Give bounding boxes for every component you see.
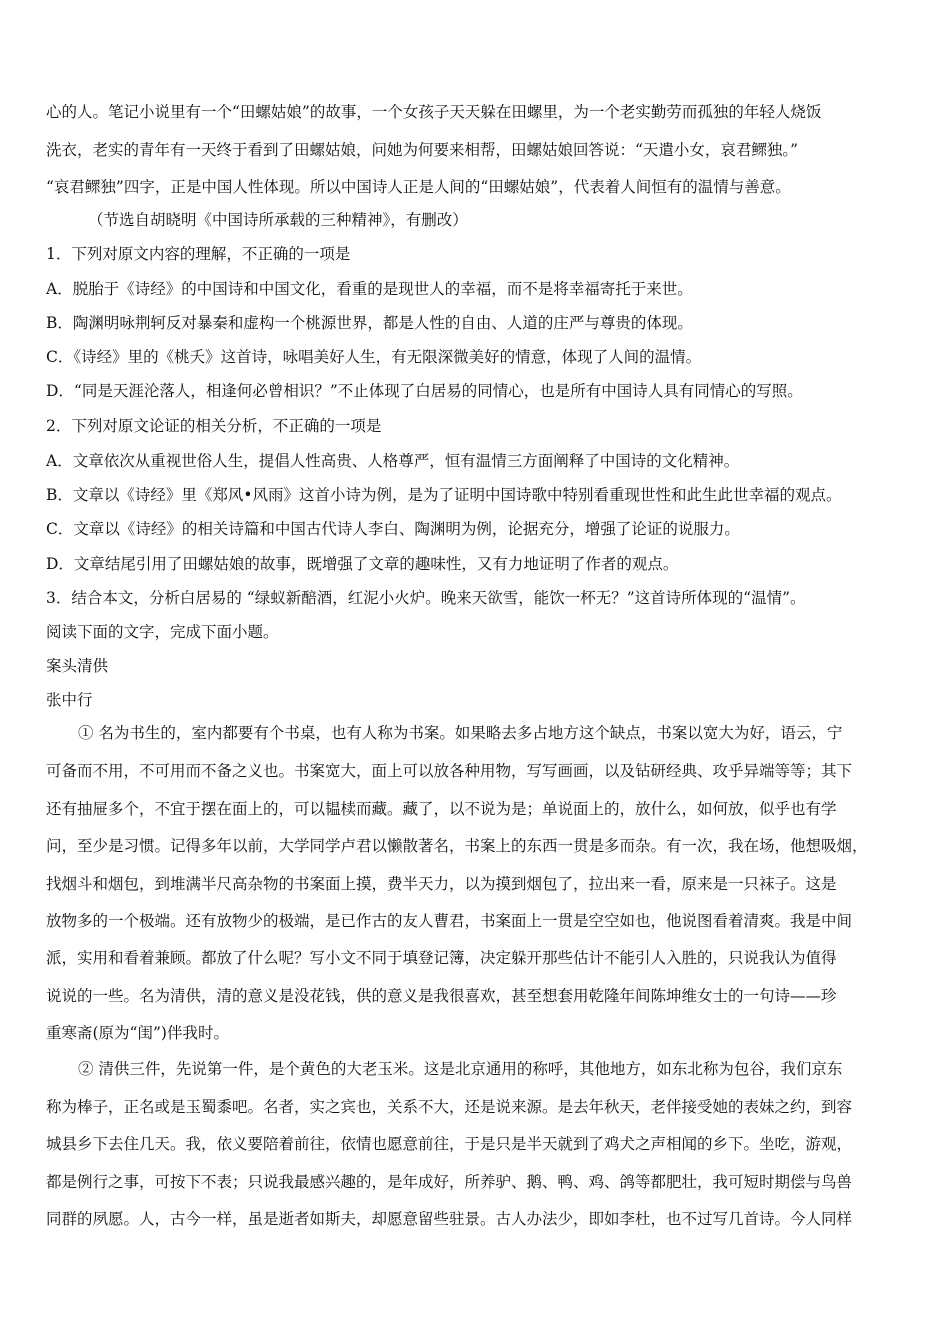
question-2-option-a: A．文章依次从重视世俗人生，提倡人性高贵、人格尊严，恒有温情三方面阐释了中国诗的文化精神。 — [46, 452, 740, 470]
essay-paragraph-1-line: 重寒斋(原为“闺”)伴我时。 — [46, 1024, 229, 1042]
question-2-option-c: C．文章以《诗经》的相关诗篇和中国古代诗人李白、陶渊明为例，论据充分，增强了论证的说服力。 — [46, 520, 740, 538]
essay-paragraph-1-line: 说说的一些。名为清供，清的意义是没花钱，供的意义是我很喜欢，甚至想套用乾隆年间陈坤维女士的一句诗——珍 — [46, 987, 837, 1005]
question-2-option-d: D．文章结尾引用了田螺姑娘的故事，既增强了文章的趣味性，又有力地证明了作者的观点。 — [46, 555, 679, 573]
passage-line: “哀君鳏独”四字，正是中国人性体现。所以中国诗人正是人间的“田螺姑娘”，代表着人间恒有的温情与善意。 — [46, 178, 791, 196]
question-1-option-d: D．“同是天涯沦落人，相逢何必曾相识？”不止体现了白居易的同情心，也是所有中国诗人具有同情心的写照。 — [46, 382, 803, 400]
passage-line: 心的人。笔记小说里有一个“田螺姑娘”的故事，一个女孩子天天躲在田螺里，为一个老实勤劳而孤独的年轻人烧饭 — [46, 103, 822, 121]
question-1-option-a: A．脱胎于《诗经》的中国诗和中国文化，看重的是现世人的幸福，而不是将幸福寄托于来世。 — [46, 280, 693, 298]
reading-intro: 阅读下面的文字，完成下面小题。 — [46, 623, 279, 641]
question-3: 3．结合本文，分析白居易的 “绿蚁新醅酒，红泥小火炉。晚来天欲雪，能饮一杯无？”这首诗所体现的“温情”。 — [46, 589, 806, 607]
essay-paragraph-2-line: ② 清供三件，先说第一件，是个黄色的大老玉米。这是北京通用的称呼，其他地方，如东北称为包谷，我们京东 — [78, 1060, 843, 1078]
essay-paragraph-1-line: 放物多的一个极端。还有放物少的极端，是已作古的友人曹君，书案面上一贯是空空如也，他说图看着清爽。我是中间 — [46, 912, 853, 930]
essay-paragraph-1-line: 派，实用和看着兼顾。都放了什么呢？写小文不同于填登记簿，决定躲开那些估计不能引人入胜的，只说我认为值得 — [46, 949, 837, 967]
essay-paragraph-1-line: 找烟斗和烟包，到堆满半尺高杂物的书案面上摸，费半天力，以为摸到烟包了，拉出来一看，原来是一只袜子。这是 — [46, 875, 837, 893]
essay-paragraph-2-line: 同群的夙愿。人，古今一样，虽是逝者如斯夫，却愿意留些驻景。古人办法少，即如李杜，也不过写几首诗。今人同样 — [46, 1210, 853, 1228]
essay-paragraph-2-line: 都是例行之事，可按下不表；只说我最感兴趣的，是年成好，所养驴、鹅、鸭、鸡、鸽等都肥壮，我可短时期偿与鸟兽 — [46, 1173, 853, 1191]
passage-line: 洗衣，老实的青年有一天终于看到了田螺姑娘，问她为何要来相帮，田螺姑娘回答说：“天遣小女，哀君鳏独。” — [46, 141, 799, 159]
essay-paragraph-1-line: 可备而不用，不可用而不备之义也。书案宽大，面上可以放各种用物，写写画画，以及钻研经典、攻乎异端等等；其下 — [46, 762, 853, 780]
essay-paragraph-1-line: ① 名为书生的，室内都要有个书桌，也有人称为书案。如果略去多占地方这个缺点，书案以宽大为好，语云，宁 — [78, 724, 843, 742]
question-1-stem: 1．下列对原文内容的理解，不正确的一项是 — [46, 245, 351, 263]
essay-author: 张中行 — [46, 691, 93, 709]
essay-paragraph-2-line: 城县乡下去住几天。我，依义要陪着前往，依情也愿意前往，于是只是半天就到了鸡犬之声相闻的乡下。坐吃，游观， — [46, 1135, 853, 1153]
question-2-stem: 2．下列对原文论证的相关分析，不正确的一项是 — [46, 417, 382, 435]
essay-title: 案头清供 — [46, 657, 109, 675]
question-1-option-c: C．《诗经》里的《桃夭》这首诗，咏唱美好人生，有无限深微美好的情意，体现了人间的温情。 — [46, 348, 702, 366]
question-1-option-b: B．陶渊明咏荆轲反对暴秦和虚构一个桃源世界，都是人性的自由、人道的庄严与尊贵的体现。 — [46, 314, 693, 332]
question-2-option-b: B．文章以《诗经》里《郑风•风雨》这首小诗为例，是为了证明中国诗歌中特别看重现世性和此生此世幸福的观点。 — [46, 486, 842, 504]
essay-paragraph-1-line: 还有抽屉多个，不宜于摆在面上的，可以韫椟而藏。藏了，以不说为是；单说面上的，放什么，如何放，似乎也有学 — [46, 800, 837, 818]
essay-paragraph-1-line: 问，至少是习惯。记得多年以前，大学同学卢君以懒散著名，书案上的东西一贯是多而杂。有一次，我在场，他想吸烟， — [46, 837, 868, 855]
essay-paragraph-2-line: 称为棒子，正名或是玉蜀黍吧。名者，实之宾也，关系不大，还是说来源。是去年秋天，老伴接受她的表妹之约，到容 — [46, 1098, 853, 1116]
source-note: （节选自胡晓明《中国诗所承载的三种精神》，有删改） — [88, 211, 468, 229]
